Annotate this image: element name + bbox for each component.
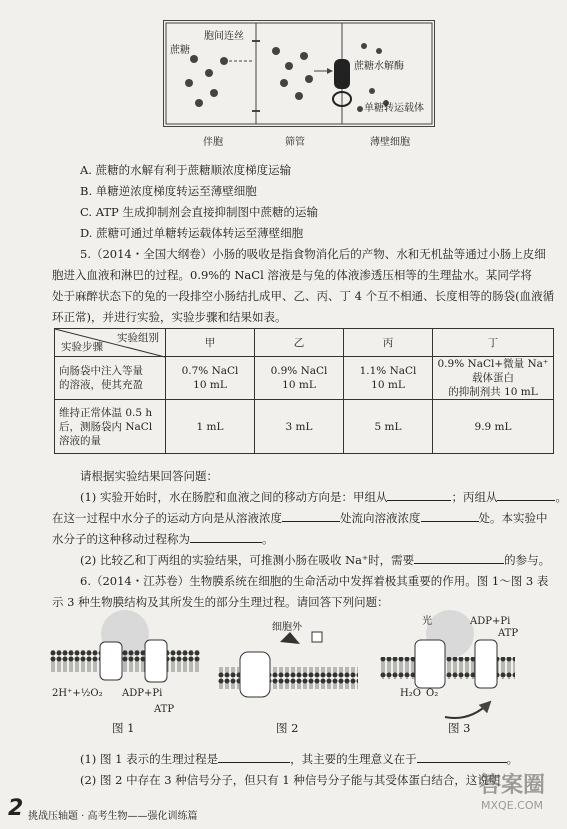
q5-sub1-line1 [80,487,567,507]
q4-option-b: B. 单糖逆浓度梯度转运至薄壁细胞 [80,184,257,198]
sieve-tube-figure [163,20,435,127]
membrane-figures [50,612,520,742]
cell-line: 的抑制剂共 10 mL [448,386,538,398]
fig1-caption: 图 1 [112,721,135,735]
footer-text: 挑战压轴题 · 高考生物——强化训练篇 [28,811,198,822]
table-cell [433,357,554,400]
q6-sub1 [80,749,518,769]
blank-2[interactable] [497,500,555,501]
q4-option-d: D. 蔗糖可通过单糖转运载体转运至薄壁细胞 [80,226,304,240]
text: ；丙组从 [451,490,498,504]
label-parenchyma: 薄壁细胞 [370,137,410,148]
fig3-atp: ATP [498,628,519,639]
q5-sub2 [80,550,550,570]
text: 。 [262,532,274,546]
q5-line-2: 胞进入血液和淋巴的过程。0.9%的 NaCl 溶液是与兔的体液渗透压相等的生理盐水。某同学将 [52,268,532,282]
cell-line: 0.9% NaCl [270,365,328,377]
text: (1) 实验开始时，水在肠腔和血液之间的移动方向是：甲组从 [80,490,388,504]
label-invertase: 蔗糖水解酶 [354,61,404,72]
text: 处流向溶液浓度 [340,511,421,525]
header-step-label: 实验步骤 [61,341,103,353]
fig3-h2o: H₂O [400,688,421,699]
cell-line: 10 mL [193,379,227,391]
table-header-group: 丁 [433,329,554,357]
step-line: 维持正常体温 0.5 h [59,406,153,419]
cell-line: 1.1% NaCl [359,365,417,377]
table-row [55,357,554,400]
text: 在这一过程中水分子的运动方向是从溶液浓度 [52,511,282,525]
text: 的参与。 [504,553,551,567]
table-header-group: 丙 [344,329,433,357]
text: 。 [555,490,567,504]
cell-line: 0.9% NaCl+微量 Na⁺ 载体蛋白 [437,358,549,384]
text: 。 [506,752,519,766]
text: 水分子的这种移动过程称为 [52,532,190,546]
q4-option-a: A. 蔗糖的水解有利于蔗糖顺浓度梯度运输 [80,163,292,177]
label-sucrose: 蔗糖 [170,45,190,56]
q6-line-2: 示 3 种生物膜结构及其所发生的部分生理过程。请回答下列问题： [52,595,389,609]
watermark-logo: 答案圈 [478,773,545,798]
blank-7[interactable] [218,762,290,763]
fig3-adp: ADP+Pi [470,616,511,627]
q5-intro: 请根据实验结果回答问题： [80,469,218,483]
experiment-table [54,328,554,454]
fig3-caption: 图 3 [448,721,471,735]
q6-sub2: (2) 图 2 中存在 3 种信号分子，但只有 1 种信号分子能与其受体蛋白结合，这说明 [80,773,501,787]
table-row [55,400,554,454]
fig3-o2: O₂ [426,688,439,699]
q5-line-1: 5.（2014・全国大纲卷）小肠的吸收是指食物消化后的产物、水和无机盐等通过小肠上皮细 [80,247,546,261]
table-header-diagonal [55,329,166,357]
blank-3[interactable] [282,521,340,522]
fig1-adp: ADP+Pi [122,688,163,699]
blank-8[interactable] [417,762,507,763]
blank-1[interactable] [387,500,451,501]
cell-line: 10 mL [371,379,405,391]
q5-sub1-line2 [52,508,548,528]
step-line: 的溶液，使其充盈 [59,379,143,391]
q5-line-3: 处于麻醉状态下的兔的一段排空小肠结扎成甲、乙、丙、丁 4 个互不相通、长度相等的肠袋(血液循 [52,289,555,303]
blank-5[interactable] [190,542,262,543]
q6-line-1: 6.（2014・江苏卷）生物膜系统在细胞的生命活动中发挥着极其重要的作用。图 1～图 3 表 [80,574,549,588]
step-line: 向肠袋中注入等量 [59,365,143,377]
blank-4[interactable] [421,521,479,522]
text: ，其主要的生理意义在于 [290,752,417,766]
q5-sub1-line3 [52,529,274,549]
label-sieve: 筛管 [285,137,305,148]
step-line: 溶液的量 [59,434,101,447]
watermark [466,768,558,824]
q5-line-4: 环正常)，并进行实验，实验步骤和结果如表。 [52,310,287,324]
label-mono-transporter: 单糖转运载体 [364,103,424,114]
label-companion: 伴胞 [203,137,223,148]
cell-line: 10 mL [282,379,316,391]
table-cell: 9.9 mL [433,400,554,454]
fig1-atp: ATP [154,704,175,715]
table-cell-step [55,400,166,454]
blank-6[interactable] [414,563,504,564]
fig1-eq: 2H⁺+½O₂ [52,688,103,699]
q4-option-c: C. ATP 生成抑制剂会直接抑制图中蔗糖的运输 [80,205,318,219]
table-cell-step [55,357,166,400]
label-plasmodesmata: 胞间连丝 [204,31,244,42]
table-cell [166,357,255,400]
table-cell [344,357,433,400]
fig2-caption: 图 2 [276,721,299,735]
cell-line: 0.7% NaCl [181,365,239,377]
table-cell: 5 mL [344,400,433,454]
watermark-url: MXQE.COM [481,799,543,812]
fig3-light: 光 [422,616,432,627]
table-cell: 3 mL [255,400,344,454]
step-line: 后，测肠袋内 NaCl [59,420,153,433]
text: (2) 比较乙和丁两组的实验结果，可推测小肠在吸收 Na⁺时，需要 [80,553,415,567]
text: 处。本实验中 [478,511,548,525]
text: (1) 图 1 表示的生理过程是 [80,752,219,766]
fig2-outside: 细胞外 [272,622,302,633]
table-cell: 1 mL [166,400,255,454]
table-cell [255,357,344,400]
header-group-label: 实验组别 [117,332,159,344]
table-header-group: 甲 [166,329,255,357]
table-header-group: 乙 [255,329,344,357]
page-number: 2 [8,796,24,821]
